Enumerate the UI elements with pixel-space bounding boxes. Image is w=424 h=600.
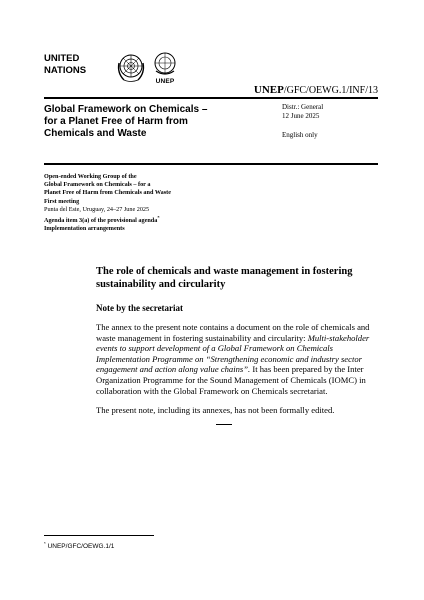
org-name-line2: NATIONS [44, 65, 87, 76]
document-symbol [254, 84, 378, 96]
issue-date: 12 June 2025 [282, 112, 320, 120]
session-info [44, 173, 244, 233]
session-body-line2: Global Framework on Chemicals – for a [44, 181, 151, 189]
agenda-item [44, 214, 244, 225]
document-title-line1: The role of chemicals and waste management in fostering [96, 266, 353, 277]
agenda-item-text: Agenda item 3(a) of the provisional agenda [44, 217, 158, 225]
framework-title [44, 104, 254, 140]
language-note: English only [282, 131, 318, 139]
footnote-rule [44, 535, 154, 536]
symbol-bold: UNEP [253, 84, 284, 96]
agenda-footnote-mark: * [157, 215, 160, 221]
distr-status: Distr.: General [282, 103, 324, 111]
section-rule [44, 163, 378, 165]
document-title-line2: sustainability and circularity [96, 279, 226, 290]
unep-logo-text: UNEP [155, 78, 175, 85]
un-emblem-icon [114, 51, 148, 85]
session-body-line1: Open-ended Working Group of the [44, 173, 137, 180]
document-title [96, 265, 376, 291]
session-location: Punta del Este, Uruguay, 24–27 June 2025 [44, 205, 150, 213]
intro-paragraph-italic: Multi-stakeholder events to support development of a Global Framework on Chemicals Implementation Programme on “Strengthening economic and industry sector engagement and action along value chains”. [96, 332, 370, 375]
document-subtitle: Note by the secretariat [96, 303, 184, 313]
agenda-item-title: Implementation arrangements [44, 225, 125, 233]
footnote-text: UNEP/GFC/OEWG.1/1 [47, 543, 115, 551]
session-meeting: First meeting [44, 197, 80, 205]
intro-paragraph-part1: The annex to the present note contains a document on the role of chemicals and waste management in fostering sustainability and circularity: [96, 322, 370, 343]
framework-title-line2: for a Planet Free of Harm from [44, 116, 188, 127]
org-name [44, 53, 114, 77]
editing-note: The present note, including its annexes, has not been formally edited. [96, 405, 335, 415]
session-body-line3: Planet Free of Harm from Chemicals and Waste [44, 189, 171, 197]
header-rule [44, 97, 378, 99]
intro-paragraph-part2: It has been prepared by the Inter Organization Programme for the Sound Management of Chemicals (IOMC) in collaboration with the Global Framework on Chemicals secretariat. [96, 364, 366, 396]
footnote [44, 541, 114, 550]
intro-paragraph [96, 322, 381, 396]
symbol-rest: /GFC/OEWG.1/INF/13 [283, 85, 378, 96]
footnote-mark: * [44, 541, 46, 546]
org-name-line1: UNITED [44, 53, 80, 64]
distribution-meta [282, 103, 323, 140]
framework-title-line3: Chemicals and Waste [44, 128, 147, 139]
framework-title-line1: Global Framework on Chemicals – [44, 104, 208, 115]
end-rule [216, 424, 232, 425]
